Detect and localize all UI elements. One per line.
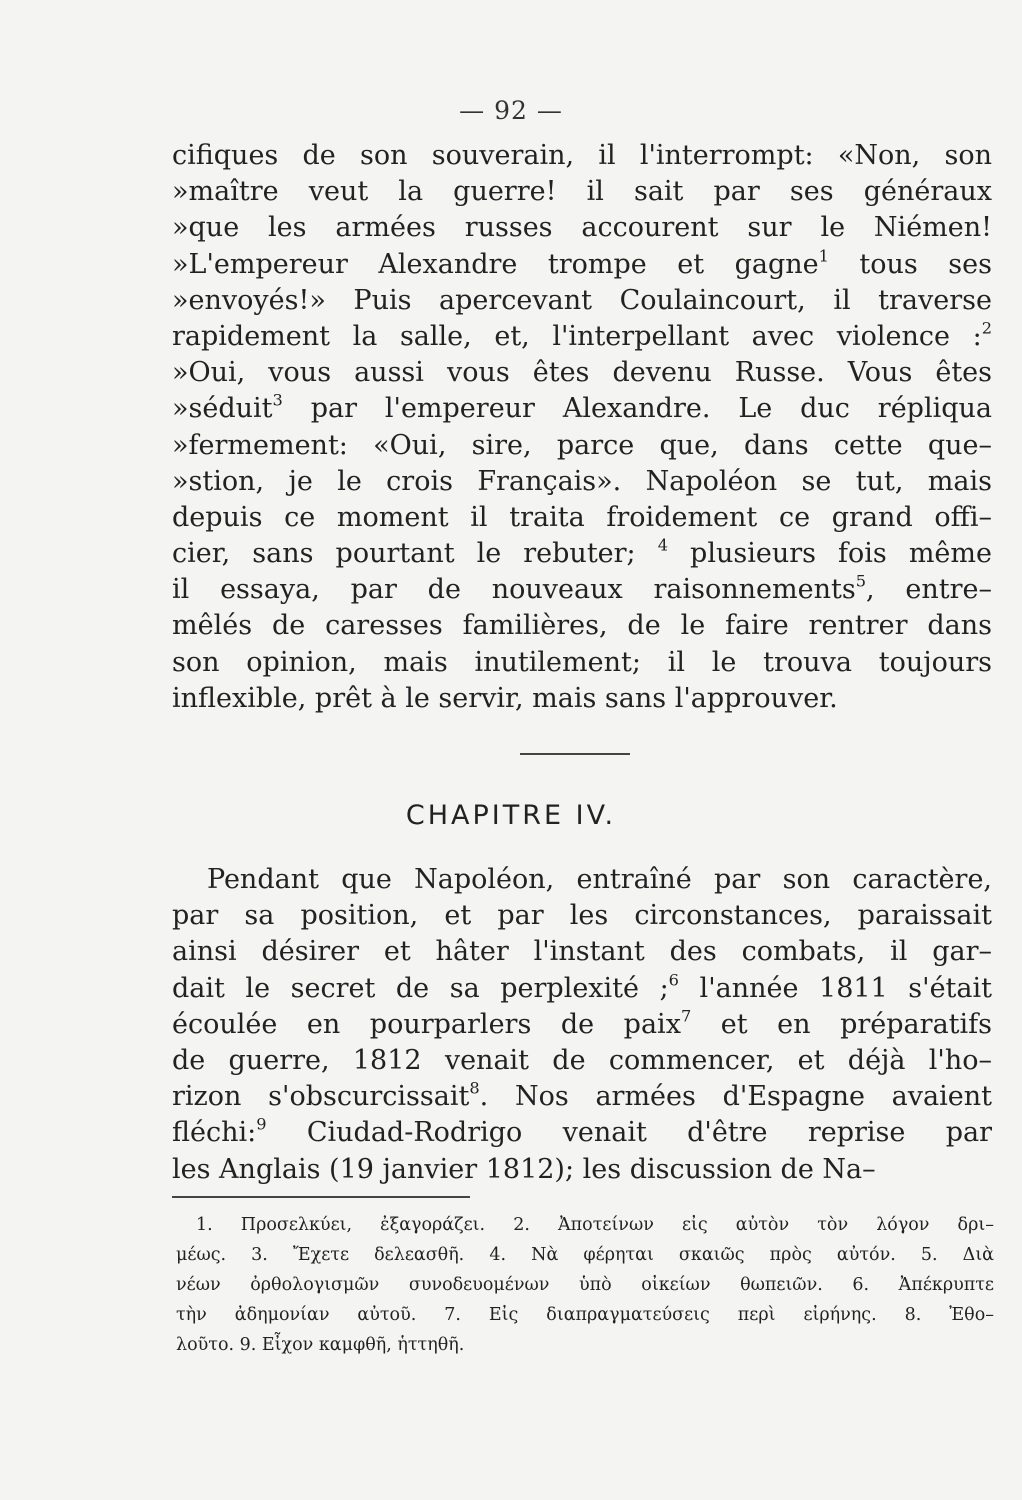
line-text: »L'empereur Alexandre trompe et gagne: [172, 248, 819, 280]
text-line: »maître veut la guerre! il sait par ses généraux: [172, 176, 992, 208]
text-line: ainsi désirer et hâter l'instant des combats, il gar–: [172, 936, 992, 968]
text-line: les Anglais (19 janvier 1812); les discussion de Na–: [172, 1153, 876, 1185]
paragraph-chapter-opening: [172, 862, 992, 1188]
line-text: , entre–: [866, 574, 992, 606]
footnote-marker: 3: [272, 391, 283, 410]
text-line: mêlés de caresses familières, de le faire rentrer dans: [172, 610, 992, 642]
line-text: écoulée en pourparlers de paix: [172, 1008, 681, 1040]
text-line: λοῦτο. 9. Εἶχον καμφθῆ, ἡττηθῆ.: [176, 1335, 465, 1355]
text-line: [172, 247, 992, 283]
line-text: et en préparatifs: [691, 1008, 992, 1040]
line-text: fléchi:: [172, 1117, 257, 1149]
text-line: [172, 1079, 992, 1115]
footnote-rule: [172, 1196, 470, 1198]
text-line: νέων ὀρθολογισμῶν συνοδευομένων ὑπὸ οἰκείων θωπειῶν. 6. Ἀπέκρυπτε: [176, 1275, 994, 1295]
footnote-marker: 9: [256, 1115, 267, 1134]
paragraph-continued: [172, 138, 992, 717]
footnote-marker: 2: [981, 318, 992, 338]
text-line: [172, 536, 992, 572]
line-text: »séduit: [172, 393, 273, 425]
line-text: cier, sans pourtant le rebuter;: [172, 538, 658, 570]
line-text: dait le secret de sa perplexité ;: [172, 972, 669, 1004]
text-line: τὴν ἀδημονίαν αὐτοῦ. 7. Εἰς διαπραγματεύσεις περὶ εἰρήνης. 8. Ἐθο–: [176, 1305, 994, 1325]
chapter-title: CHAPITRE IV.: [405, 800, 617, 831]
text-line: [172, 572, 992, 608]
text-line: »envoyés!» Puis apercevant Coulaincourt, il traverse: [172, 284, 992, 316]
text-line: μέως. 3. Ἔχετε δελεασθῆ. 4. Νὰ φέρηται σκαιῶς πρὸς αὐτόν. 5. Διὰ: [176, 1245, 994, 1265]
line-text: . Nos armées d'Espagne avaient: [479, 1081, 992, 1113]
text-line: inflexible, prêt à le servir, mais sans l'approuver.: [172, 682, 838, 714]
text-line: cifiques de son souverain, il l'interrompt: «Non, son: [172, 140, 992, 171]
text-line: [172, 391, 992, 427]
line-text: plusieurs fois même: [668, 538, 992, 570]
line-text: rizon s'obscurcissait: [172, 1081, 470, 1113]
text-line: »stion, je le crois Français». Napoléon se tut, mais: [172, 465, 992, 497]
line-text: il essaya, par de nouveaux raisonnements: [172, 574, 856, 606]
text-line: »que les armées russes accourent sur le Niémen!: [172, 212, 992, 244]
text-line: 1. Προσελκύει, ἐξαγοράζει. 2. Ἀποτείνων εἰς αὐτὸν τὸν λόγον δρι–: [196, 1215, 994, 1235]
text-line: [172, 319, 992, 355]
footnotes: [176, 1210, 994, 1360]
footnote-marker: 1: [818, 246, 829, 266]
text-line: de guerre, 1812 venait de commencer, et déjà l'ho–: [172, 1044, 992, 1076]
text-line: [172, 1115, 992, 1151]
line-text: l'année 1811 s'était: [678, 972, 992, 1004]
text-line: Pendant que Napoléon, entraîné par son caractère,: [207, 864, 992, 895]
text-line: depuis ce moment il traita froidement ce grand offi–: [172, 501, 992, 533]
footnote-marker: 8: [469, 1079, 480, 1098]
line-text: rapidement la salle, et, l'interpellant avec violence :: [172, 320, 982, 352]
line-text: Ciudad-Rodrigo venait d'être reprise par: [266, 1117, 992, 1149]
footnote-marker: 5: [855, 572, 866, 591]
text-line: [172, 971, 992, 1007]
text-line: »fermement: «Oui, sire, parce que, dans cette que–: [172, 429, 992, 461]
line-text: par l'empereur Alexandre. Le duc répliqua: [282, 393, 992, 425]
text-line: par sa position, et par les circonstances, paraissait: [172, 900, 992, 932]
footnote-marker: 6: [668, 970, 679, 990]
section-separator: [520, 753, 630, 755]
footnote-marker: 7: [680, 1006, 692, 1026]
line-text: tous ses: [828, 248, 992, 280]
text-line: son opinion, mais inutilement; il le trouva toujours: [172, 646, 992, 678]
text-line: [172, 1007, 992, 1043]
footnote-marker: 4: [657, 536, 669, 555]
text-line: »Oui, vous aussi vous êtes devenu Russe. Vous êtes: [172, 357, 992, 389]
page-number: — 92 —: [459, 96, 563, 125]
